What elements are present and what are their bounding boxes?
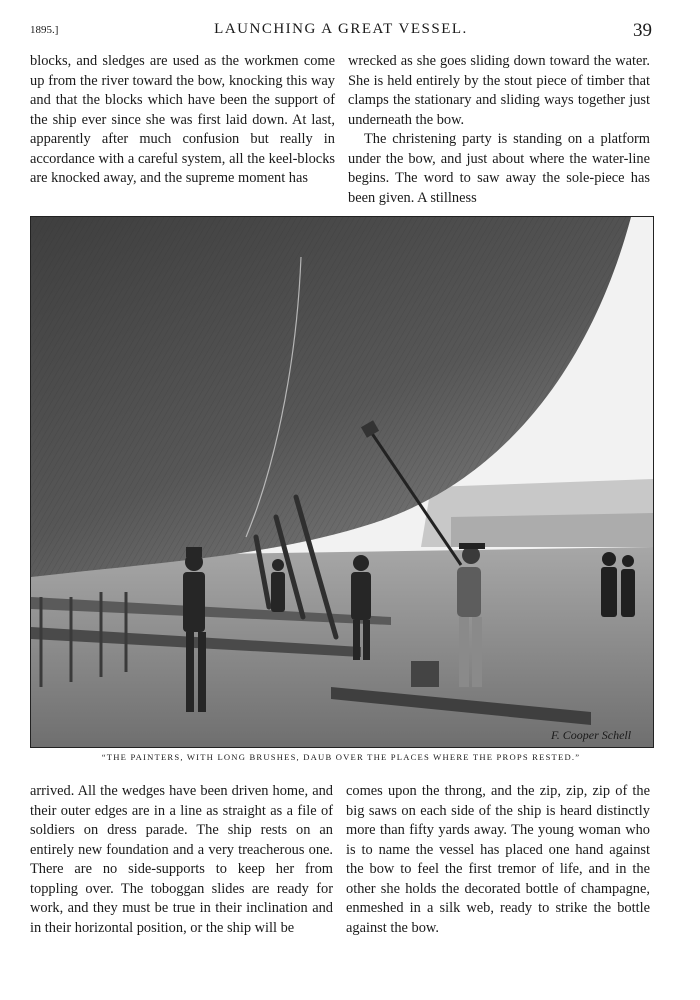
column-top-right [348, 52, 650, 208]
column-bottom-left [30, 782, 333, 938]
running-header [30, 20, 652, 42]
launch-scene-image [31, 217, 653, 747]
column-bottom-right [346, 782, 650, 938]
paragraph: arrived. All the wedges have been driven home, and their outer edges are in a line as straight as a file of soldiers on dress parade. The ship rests on an entirely new foundation and a very treacherous one. There are no side-supports to keep her from toppling over. The toboggan slides are ready for work, and they must be true in their inclination and in their horizontal position, or the ship will be [30, 783, 333, 936]
engraving-illustration [30, 216, 654, 748]
paragraph: The christening party is standing on a platform under the bow, and just about where the water-line begins. The word to saw away the sole-piece has been given. A stillness [348, 131, 650, 206]
paragraph: comes upon the throng, and the zip, zip, zip of the big saws on each side of the ship is heard distinctly more than fifty yards away. The young woman who is to name the vessel has placed one hand against the bow to feel the first tremor of life, and in the other she holds the decorated bottle of champagne, enmeshed in a silk web, ready to strike the bottle against the bow. [346, 783, 650, 936]
header-title: LAUNCHING A GREAT VESSEL. [214, 21, 468, 37]
header-year: 1895.] [30, 24, 59, 36]
illustration-caption: “THE PAINTERS, WITH LONG BRUSHES, DAUB OVER THE PLACES WHERE THE PROPS RESTED.” [101, 752, 581, 762]
page-number: 39 [633, 20, 652, 41]
artist-signature: F. Cooper Schell [551, 728, 632, 742]
paragraph: wrecked as she goes sliding down toward the water. She is held entirely by the stout piece of timber that clamps the stationary and sliding ways together just underneath the bow. [348, 53, 650, 128]
paint-bucket [411, 661, 439, 687]
distant-crowd-band [451, 513, 653, 547]
column-top-left [30, 52, 335, 189]
paragraph: blocks, and sledges are used as the workmen come up from the river toward the bow, knocking this way and that the blocks which have been the support of the ship ever since she was first laid down. At last, apparently after much confusion but really in accordance with a careful system, all the keel-blocks are knocked away, and the supreme moment has [30, 53, 335, 186]
